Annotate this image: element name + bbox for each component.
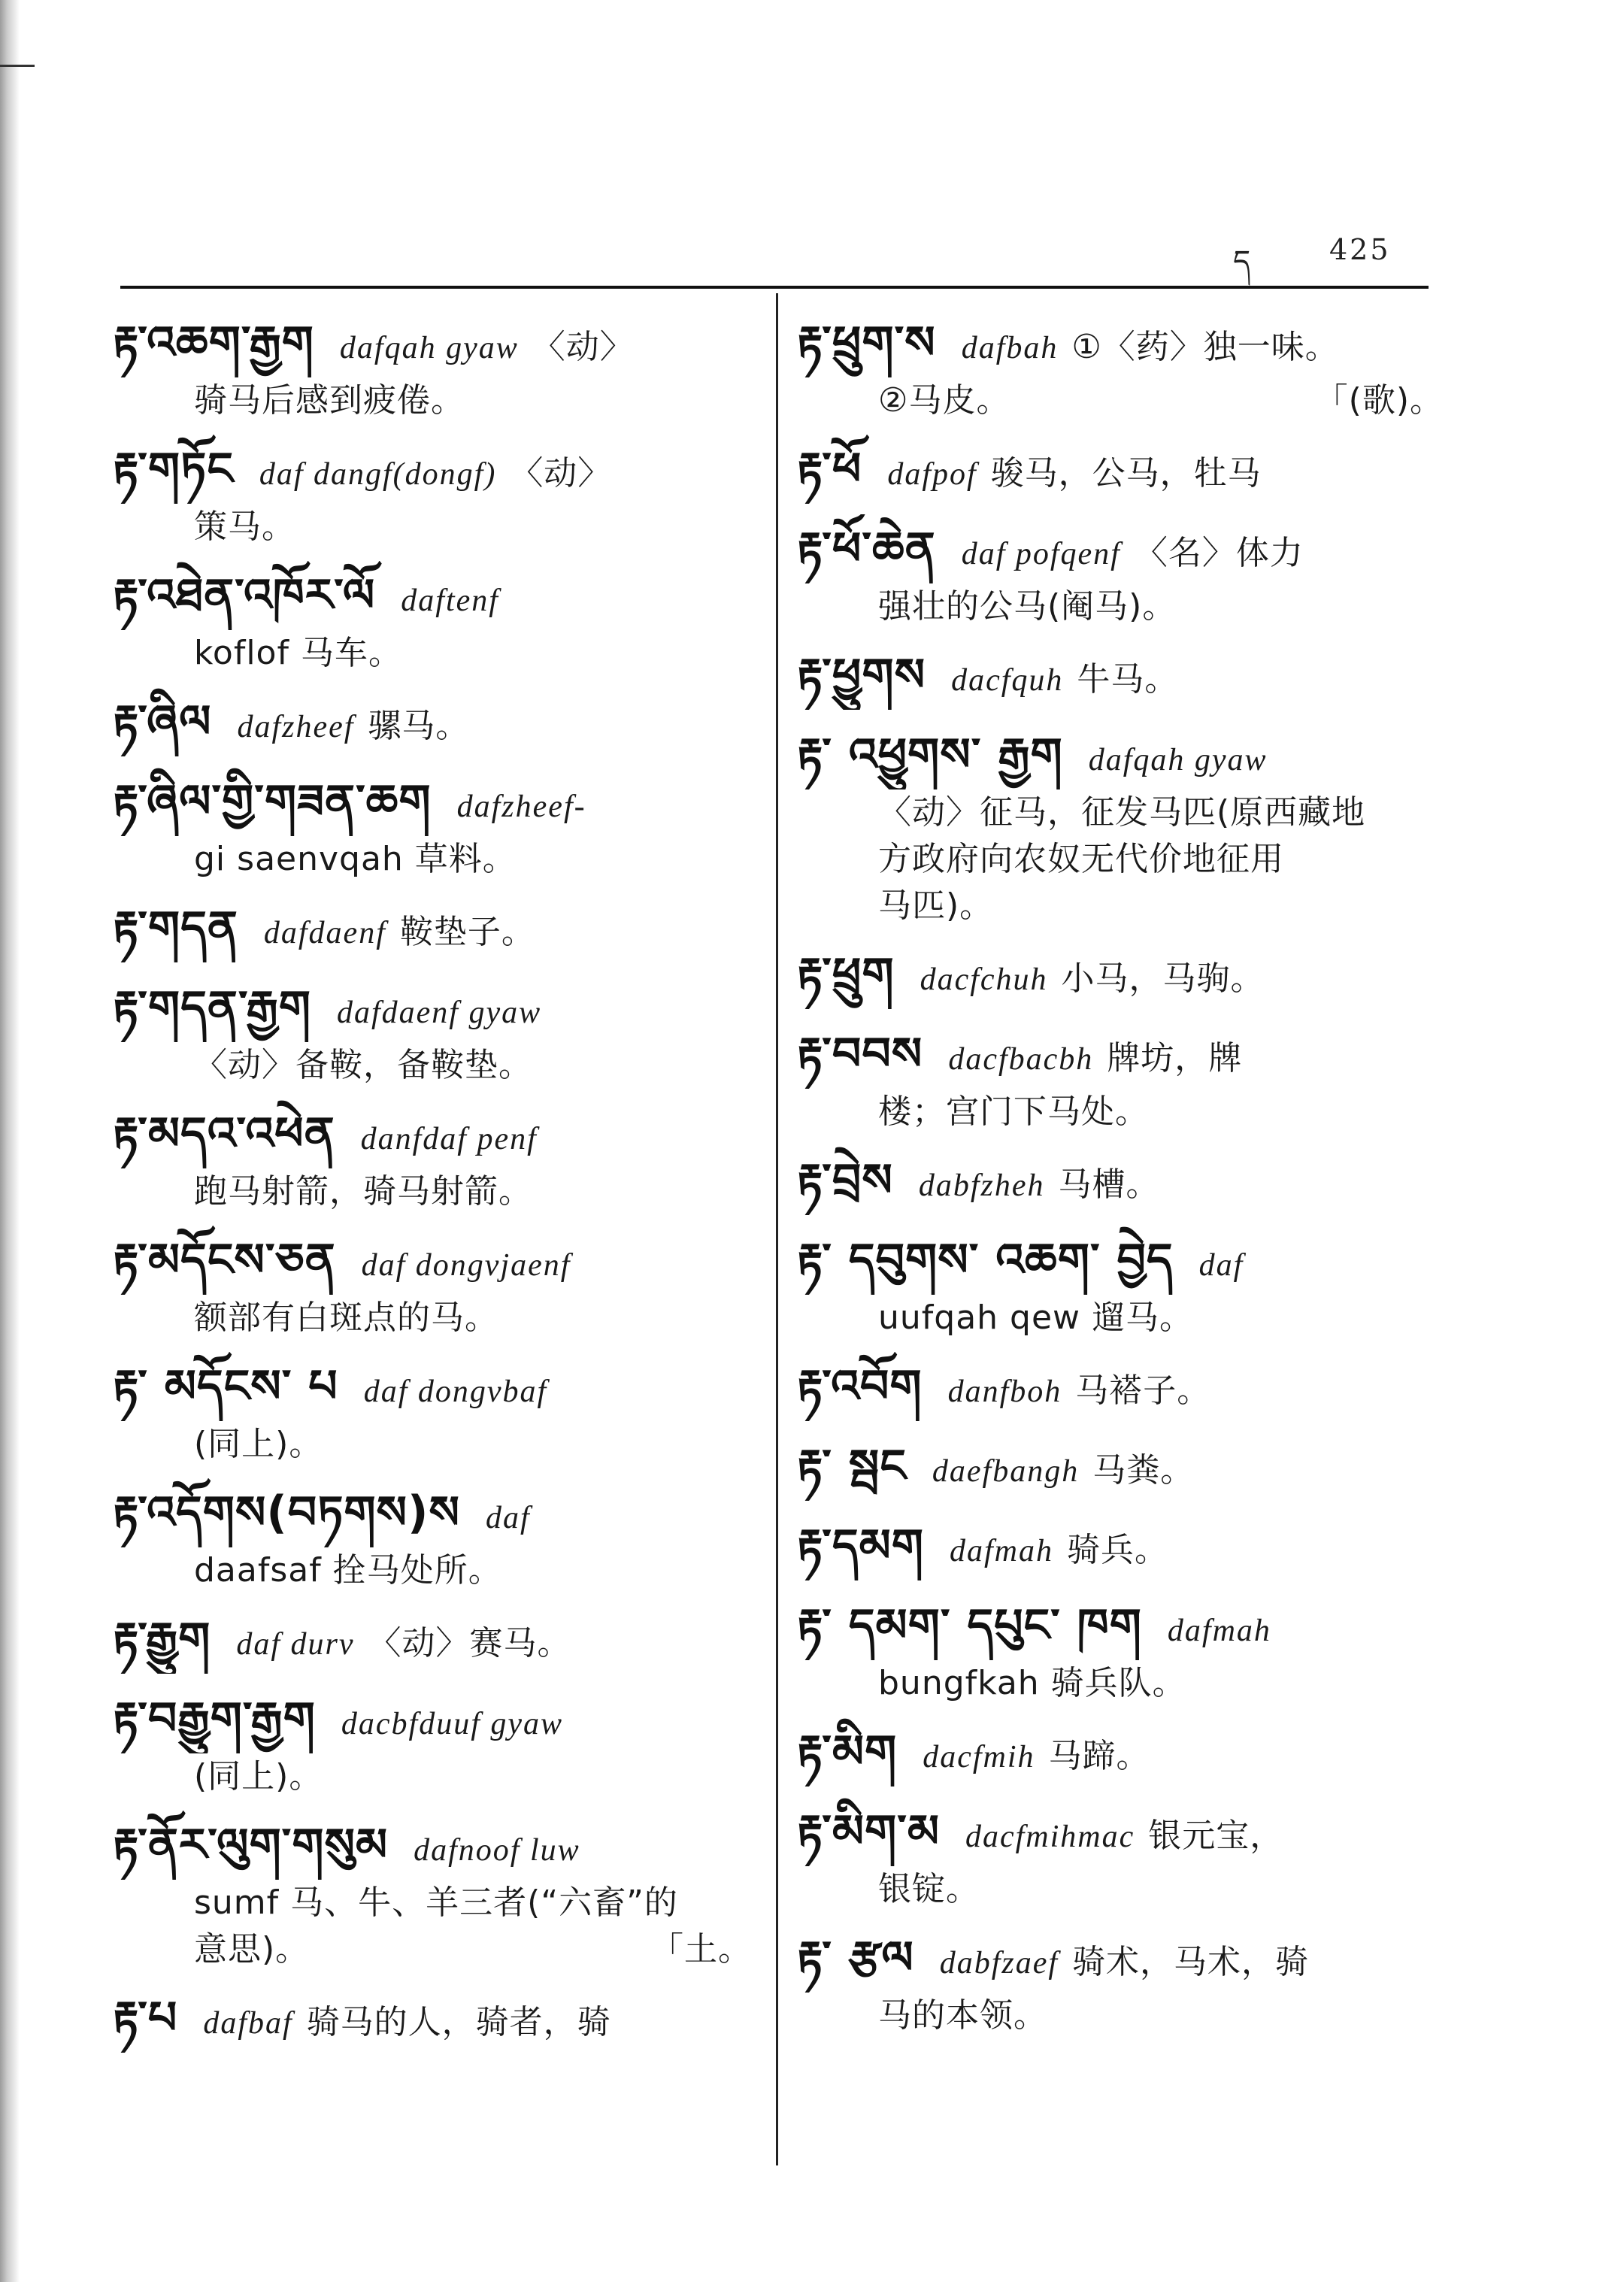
definition-continuation: 〈动〉备鞍，备鞍垫。	[194, 1046, 532, 1084]
definition-continuation: 骑马后感到疲倦。	[194, 381, 465, 420]
definition: 〈动〉	[510, 454, 612, 492]
romanization: dafbaf	[203, 2006, 293, 2041]
definition: 马槽。	[1058, 1165, 1160, 1204]
dictionary-entry	[113, 1478, 752, 1594]
tibetan-headword: རྟ་འཆག་རྒྱག	[113, 317, 314, 369]
romanization: dacfchuh	[920, 962, 1048, 997]
definition-continuation: 跑马射箭，骑马射箭。	[194, 1172, 532, 1211]
romanization: daf pofqenf	[961, 537, 1121, 571]
tibetan-headword: རྟ་གདན་རྒྱག	[113, 981, 311, 1034]
dictionary-entry	[797, 1432, 1444, 1501]
definition-continuation: daafsaf 拴马处所。	[194, 1551, 502, 1590]
definition-continuation: 意思)。	[194, 1930, 310, 1968]
romanization: dafqah gyaw	[1088, 743, 1268, 777]
definition-continuation: 策马。	[194, 508, 295, 546]
definition: 牌坊，牌	[1107, 1039, 1243, 1077]
romanization: dafzheef	[237, 710, 355, 744]
dictionary-entry	[113, 973, 752, 1089]
romanization: dacfmih	[923, 1740, 1035, 1774]
dictionary-entry	[113, 1684, 752, 1800]
definition-continuation: koflof 马车。	[194, 634, 402, 672]
definition: 〈动〉赛马。	[368, 1624, 571, 1662]
tibetan-headword: རྟ་ དམག་ དཔུང་ ཁག	[797, 1599, 1142, 1652]
definition: 马褡子。	[1075, 1371, 1211, 1410]
overflow-mark: 「土。	[650, 1930, 752, 1968]
tibetan-headword: རྟ་ སྦང	[797, 1440, 907, 1493]
definition: 银元宝，	[1148, 1817, 1284, 1855]
definition-continuation: bungfkah 骑兵队。	[878, 1664, 1186, 1702]
definition: 〈动〉	[532, 328, 634, 366]
romanization: dafqah gyaw	[339, 331, 519, 365]
definition-continuation: ②马皮。	[878, 381, 1010, 420]
definition: 骑马的人，骑者，骑	[306, 2003, 611, 2041]
dictionary-entry	[113, 435, 752, 550]
tibetan-headword: རྟ་མདོངས་ཅན	[113, 1234, 336, 1286]
romanization: danfboh	[947, 1374, 1062, 1409]
romanization: daftenf	[401, 583, 499, 618]
romanization: dafmah	[949, 1534, 1053, 1568]
romanization: daf	[1198, 1248, 1244, 1283]
definition-continuation: 楼；宫门下马处。	[878, 1093, 1149, 1131]
romanization: dacfmihmac	[965, 1820, 1135, 1854]
dictionary-entry	[797, 1591, 1444, 1707]
romanization: dafzheef-	[456, 789, 586, 824]
romanization: dabfzheh	[918, 1168, 1045, 1203]
dictionary-entry	[797, 1923, 1444, 2039]
dictionary-entry	[797, 1717, 1444, 1787]
romanization: daf dangf(dongf)	[259, 457, 497, 492]
romanization: daf	[485, 1501, 531, 1535]
column-divider	[776, 293, 778, 2165]
tibetan-headword: རྟ་གཏོང	[113, 443, 234, 495]
tibetan-headword: རྟ་ཕྱུགས	[797, 649, 926, 702]
definition: 马粪。	[1092, 1451, 1195, 1490]
definition-continuation: sumf 马、牛、羊三者(“六畜”的	[194, 1883, 678, 1922]
definition: 骑兵。	[1066, 1531, 1168, 1569]
definition-continuation: (同上)。	[194, 1757, 323, 1796]
romanization: dafdaenf	[263, 916, 386, 950]
dictionary-entry	[797, 1797, 1444, 1913]
romanization: dacbfduuf gyaw	[341, 1707, 564, 1741]
romanization: dafpof	[887, 457, 977, 492]
tibetan-headword: རྟ་མདའ་འཕེན	[113, 1108, 335, 1160]
definition: ①〈药〉独一味。	[1071, 328, 1339, 366]
romanization: daefbangh	[932, 1454, 1080, 1489]
tibetan-headword: རྟ་ཞིལ་གྱི་གཟན་ཆག	[113, 775, 432, 828]
romanization: dacfbacbh	[948, 1042, 1094, 1077]
romanization: dafbah	[961, 331, 1059, 365]
dictionary-entry	[113, 1352, 752, 1468]
tibetan-headword: རྟ་བབས	[797, 1028, 923, 1080]
tibetan-headword: རྟ་མིག་མ	[797, 1805, 940, 1858]
header-tibetan-letter: ད	[1233, 244, 1251, 279]
definition: 骏马，公马，牡马	[990, 454, 1262, 492]
tibetan-headword: རྟ་ འཕྱུགས་ རྒྱག	[797, 729, 1063, 781]
definition: 小马，马驹。	[1061, 959, 1265, 998]
dictionary-entry	[797, 940, 1444, 1009]
dictionary-entry	[113, 1605, 752, 1674]
left-column	[113, 308, 752, 2053]
tibetan-headword: རྟ་ཕོ	[797, 443, 862, 495]
dictionary-entry	[797, 514, 1444, 630]
definition-continuation: gi saenvqah 草料。	[194, 840, 517, 878]
dictionary-entry	[113, 687, 752, 756]
header-rule	[120, 286, 1429, 289]
dictionary-entry	[797, 1352, 1444, 1421]
definition: 鞍垫子。	[399, 913, 535, 951]
tibetan-headword: རྟ་ཕྲུག	[797, 948, 895, 1001]
definition-continuation: uufqah qew 遛马。	[878, 1299, 1194, 1337]
tibetan-headword: རྟ་ཞིལ	[113, 696, 212, 748]
romanization: daf dongvjaenf	[361, 1248, 571, 1283]
dictionary-entry	[797, 1226, 1444, 1341]
scan-edge-shadow	[0, 0, 20, 2282]
definition-continuation: 〈动〉征马，征发马匹(原西藏地	[878, 793, 1366, 832]
definition: 〈名〉体力	[1134, 534, 1304, 572]
dictionary-entry	[797, 720, 1444, 929]
overflow-mark: 「(歌)。	[1314, 381, 1444, 420]
definition-continuation: 马匹)。	[878, 886, 994, 925]
edge-mark	[0, 65, 35, 67]
definition-continuation: 方政府向农奴无代价地征用	[878, 840, 1284, 878]
page-number: 425	[1329, 233, 1391, 266]
romanization: dafmah	[1167, 1614, 1271, 1648]
romanization: daf durv	[236, 1627, 355, 1662]
dictionary-entry	[113, 893, 752, 962]
romanization: daf dongvbaf	[363, 1374, 548, 1409]
dictionary-entry	[113, 1811, 752, 1973]
tibetan-headword: རྟ་གདན	[113, 902, 238, 954]
dictionary-entry	[113, 1226, 752, 1341]
tibetan-headword: རྟ་ཕྲུག་ས	[797, 317, 936, 369]
definition-continuation: 强壮的公马(阉马)。	[878, 587, 1177, 626]
dictionary-entry	[113, 1099, 752, 1215]
tibetan-headword: རྟ་འབོག	[797, 1360, 923, 1413]
dictionary-entry	[797, 308, 1444, 424]
dictionary-entry	[797, 1020, 1444, 1135]
dictionary-entry	[113, 1983, 752, 2053]
definition: 牛马。	[1077, 660, 1179, 699]
romanization: dabfzaef	[939, 1946, 1059, 1980]
tibetan-headword: རྟ་ དབུགས་ འཆག་ བྱེད	[797, 1234, 1174, 1286]
tibetan-headword: རྟ་རྒྱུག	[113, 1613, 211, 1665]
dictionary-entry	[113, 308, 752, 424]
tibetan-headword: རྟ་པ	[113, 1992, 178, 2044]
tibetan-headword: རྟ་ནོར་ལུག་གསུམ	[113, 1819, 389, 1871]
tibetan-headword: རྟ་དམག	[797, 1520, 924, 1572]
tibetan-headword: རྟ་ཕོ་ཆེན	[797, 523, 936, 575]
dictionary-entry	[797, 641, 1444, 710]
definition: 骑术，马术，骑	[1072, 1943, 1310, 1981]
romanization: dafdaenf gyaw	[336, 996, 542, 1030]
tibetan-headword: རྟ་ མདོངས་ པ	[113, 1360, 338, 1413]
definition-continuation: 银锭。	[878, 1870, 980, 1908]
tibetan-headword: རྟ་མིག	[797, 1726, 898, 1778]
right-column	[797, 308, 1444, 2039]
romanization: danfdaf penf	[360, 1122, 538, 1156]
definition: 马蹄。	[1048, 1737, 1150, 1775]
romanization: dafnoof luw	[414, 1833, 580, 1868]
dictionary-entry	[797, 1146, 1444, 1215]
definition-continuation: 额部有白斑点的马。	[194, 1299, 498, 1337]
dictionary-entry	[113, 767, 752, 883]
tibetan-headword: རྟ་ རྩལ	[797, 1932, 914, 1984]
dictionary-entry	[797, 1511, 1444, 1580]
definition-continuation: 马的本领。	[878, 1996, 1047, 2035]
tibetan-headword: རྟ་བྲེས	[797, 1154, 893, 1207]
definition: 骡马。	[368, 707, 470, 745]
tibetan-headword: རྟ་བརྒྱུག་རྒྱག	[113, 1693, 316, 1745]
dictionary-entry	[797, 435, 1444, 504]
tibetan-headword: རྟ་འཐེན་འཁོར་ལོ	[113, 569, 376, 622]
dictionary-entry	[113, 561, 752, 677]
romanization: dacfquh	[951, 663, 1064, 698]
tibetan-headword: རྟ་འདོགས(བཏགས)ས	[113, 1486, 460, 1539]
definition-continuation: (同上)。	[194, 1425, 323, 1463]
